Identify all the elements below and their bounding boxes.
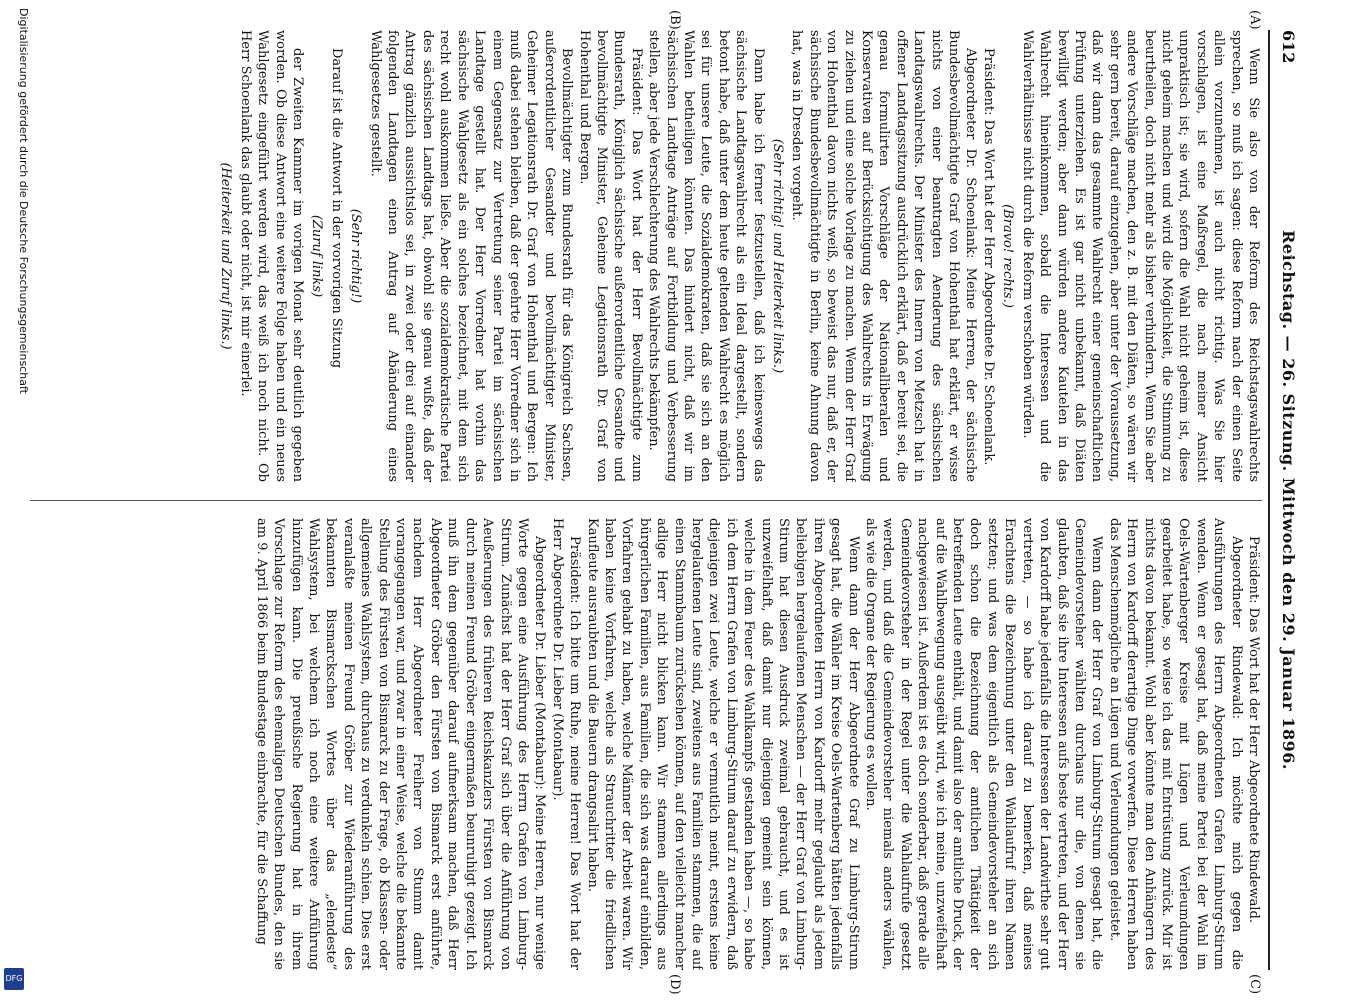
paragraph: Dann habe ich ferner festzustellen, daß ich keineswegs das sächsische Landtagswahlrecht als ein Ideal dargestellt, sondern betont habe, daß unter dem heute geltenden Wahlrecht es möglich sei für unsere Leute, die Sozialdemokraten, daß sie sich an den Wahlen betheiligen könnten. Das hindert nicht, daß wir im sächsischen Landtage Anträge auf Fortbildung und Verbesserung stellen, aber jede Verschlechterung des Wahlrechts bekämpfen.: [646, 30, 766, 482]
paragraph: Abgeordneter Dr. Lieber (Montabaur): Meine Herren, nur wenige Worte gegen eine Ausführung des Herrn Grafen von Limburg-Stirum. Zunächst hat der Herr Graf sich über die Anführung von Aeußerungen des früheren Reichskanzlers Fürsten von Bismarck durch meinen Freund Gröber eingermaßen beunruhigt gezeigt. Ich muß ihn dem gegenüber darauf aufmerksam machen, daß Herr Abgeordneter Gröber den Fürsten von Bismarck erst anführte, nachdem Herr Abgeordneter Freiherr von Stumm damit vorangegangen war, und zwar in einer Weise, welche die bekannte Stellung des Fürsten von Bismarck zu der Frage, ob Klassen- oder allgemeines Wahlsystem, durchaus zu verdunkeln schien. Dies erst veranlaßte meinen Freund Gröber zur Wiederanführung des bekannten Bismarckschen Wortes über das „elendeste“ Wahlsystem, bei welchem ich noch eine weitere Anführung hinzufügen kann. Die preußische Regierung hat in ihrem Vorschlage zur Reform des ehemaligen Deutschen Bundes, den sie am 9. April 1866 beim Bundestage einbrachte, für die Schaffung: [253, 518, 548, 970]
paragraph: Wenn Sie also von der Reform des Reichstagswahlrechts sprechen, so muß ich sagen: diese Reform nach der einen Seite allein vorzunehmen, ist auch nicht richtig. Was Sie hier vorschlagen, ist eine Maßregel, die nach meiner Ansicht unpraktisch ist; sie wird, sofern die Wahl nicht geheim ist, diese nicht geheim machen und wird die Möglichkeit, die Stimmung zu beurtheilen, doch nicht mehr als bisher verhindern. Wenn Sie aber andere Vorschläge machen, den z. B. mit den Diäten, so wären wir sehr gern bereit, darauf einzugehen, aber unter der Voraussetzung, daß wir dann das gesammte Wahlrecht einer gemeinschaftlichen Prüfung unterziehen. Es ist gar nicht unbekannt, daß Diäten bewilligt werden; aber dann würden andere Kautelen in das Wahlrecht hineinkommen, sobald die Interessen und die Wahlverhältnisse nicht durch die Reform verschoben würden.: [1019, 30, 1261, 482]
paragraph: der Zweiten Kammer im vorigen Monat sehr deutlich gegeben worden. Ob diese Antwort eine weitere Folge haben und ein neues Wahlgesetz eingeführt werden wird, das weiß ich noch nicht. Ob Herr Schoenlank das glaubt oder nicht, ist mir einerlei.: [237, 30, 306, 482]
stage-direction: (Sehr richtig! und Heiterkeit links.): [770, 138, 786, 374]
header-rule: [1268, 30, 1270, 970]
page-number: 612: [1279, 30, 1298, 64]
margin-marker-a: (A): [1247, 10, 1262, 30]
footer-credit: Digitalisierung gefördert durch die Deutsche Forschungsgemeinschaft: [17, 8, 30, 394]
stage-direction: (Heiterkeit und Zuruf links.): [218, 162, 234, 350]
paragraph: Darauf ist die Antwort in der vorvorigen Sitzung: [328, 48, 344, 369]
paragraph: Bevollmächtigter zum Bundesrath für das Königreich Sachsen, außerordentlicher Gesandter und bevollmächtigter Minister, Geheimer Legationsrath Dr. Graf von Hohenthal und Bergen: Ich muß dabei stehen bleiben, daß der geehrte Herr Vorredner sich in einem Gegensatz zur Vertretung seiner Partei im sächsischen Landtage gestellt hat. Der Herr Vorredner hat vorhin das sächsische Wahlgesetz als ein solches bezeichnet, mit dem sich recht wohl auskommen ließe. Aber die sozialdemokratische Partei des sächsischen Landtags hat, obwohl sie genau wußte, daß der Antrag gänzlich aussichtslos sei, in zwei oder drei auf einander folgenden Landtagen einen Antrag auf Abänderung eines Wahlgesetzes gestellt.: [367, 30, 575, 482]
paragraph: Abgeordneter Rindewald: Ich möchte mich gegen die Ausführungen des Herrn Abgeordneten Grafen Limburg-Stirum wenden. Wenn er gesagt hat, daß meine Partei bei der Wahl im Oels-Wartenberger Kreise mit Lügen und Verleumdungen gearbeitet habe, so weise ich das mit Entrüstung zurück. Mir ist nichts davon bekannt. Wohl aber könnte man den Anhängern des Herrn von Kardorff derartige Dinge vorwerfen. Diese Herren haben das Menschenmögliche an Lügen und Verleumdungen geleistet.: [1106, 518, 1244, 970]
stage-direction: (Zuruf links): [309, 214, 325, 298]
stage-direction: (Sehr richtig!): [348, 208, 364, 304]
margin-marker-c: (C): [1247, 974, 1262, 995]
page-header: [1272, 30, 1302, 970]
paragraph: Wenn dann der Herr Graf von Limburg-Stirum gesagt hat, die Gemeindevorsteher wählten durchaus nur die, von denen sie glaubten, daß sie ihre Interessen aufs beste vertreten, und der Herr von Kardorff habe jedenfalls die Interessen der Landwirthe sehr gut vertreten, — so habe ich darauf zu bemerken, daß meines Erachtens die Bezeichnung unter den Wahlaufruf ihren Namen setzten; und was dem eigentlich als Gemeindevorsteher an sich doch schon die Bezeichnung der amtlichen Thätigkeit der betreffenden Leute enthält, und damit also der amtliche Druck, der auf die Wahlbewegung ausgeübt wird, wie ich meine, unzweifelhaft nachgewiesen ist. Außerdem ist es doch sonderbar, daß gerade alle Gemeindevorsteher in der Regel unter die Wahlaufrufe gesetzt werden, und daß die Gemeindevorsteher niemals anders wählen, als wie die Organe der Regierung es wollen.: [863, 518, 1105, 970]
paragraph: Abgeordneter Dr. Schoenlank: Meine Herren, der sächsische Bundesbevollmächtigte Graf von Hohenthal hat erklärt, er wisse nichts von einer beantragten Aenderung des sächsischen Landtagswahlrechts. Der Minister des Innern von Metzsch hat in offener Landtagssitzung ausdrücklich erklärt, daß er bereit sei, die genau formulirten Vorschläge der Nationalliberalen und Konservativen auf Berücksichtigung des Wahlrechts in Erwägung zu ziehen und eine solche Vorlage zu machen. Wenn der Herr Graf von Hohenthal davon nichts weiß, so beweist das nur, daß er, der sächsische Bundesbevollmächtigte in Berlin, keine Ahnung davon hat, was in Dresden vorgeht.: [789, 30, 979, 482]
running-title: Reichstag. — 26. Sitzung. Mittwoch den 29. Januar 1896.: [1279, 230, 1298, 770]
footer-strip: [0, 0, 30, 1000]
margin-marker-b: (B): [667, 10, 682, 30]
paragraph: Präsident: Das Wort hat der Herr Abgeordnete Rindewald.: [1246, 536, 1261, 923]
stage-direction: (Bravo! rechts.): [1000, 204, 1016, 308]
column-divider: [7, 500, 1262, 501]
paragraph: Präsident: Ich bitte um Ruhe, meine Herren! Das Wort hat der Herr Abgeordnete Dr. Lieber (Montabaur).: [549, 518, 583, 970]
paragraph: Präsident: Das Wort hat der Herr Bevollmächtigte zum Bundesrath, Königlich sächsische außerordentliche Gesandte und bevollmächtigte Minister, Geheime Legationsrath Dr. Graf von Hohenthal und Bergen.: [576, 30, 644, 482]
left-column: [7, 30, 1262, 482]
right-column: [7, 518, 1262, 970]
paragraph: Wenn dann der Herr Abgeordnete Graf zu Limburg-Stirum gesagt hat, die Wähler im Kreise Oels-Wartenberg hätten jedenfalls ihren Abgeordneten Herrn von Kardorff mehr geglaubt als jedem beliebigen hergelaufenen Menschen — der Herr Graf von Limburg-Stirum hat diesen Ausdruck zweimal gebraucht, und es ist unzweifelhaft, daß damit nur diejenigen gemeint sein können, welche in dem Feuer des Wahlkampfs gestanden haben —, so habe ich dem Herrn Grafen von Limburg-Stirum darauf zu erwidern, daß diejenigen zwei Leute, welche er vermutlich meint, erstens keine hergelaufenen Leute sind, zweitens aus Familien stammen, die auf einen Stammbaum zurücksehen können, auf den vielleicht mancher adlige Herr nicht blicken kann. Wir stammen allerdings aus bürgerlichen Familien, aus Familien, die sich was darauf einbilden, Vorfahren gehabt zu haben, welche Männer der Arbeit waren. Wir haben keine Vorfahren, welche als Strauchritter die friedlichen Kaufleute ausraubten und die Bauern drangsalirt haben.: [584, 518, 861, 970]
margin-marker-d: (D): [667, 974, 682, 995]
dfg-logo: DFG: [4, 968, 24, 990]
paragraph: Präsident: Das Wort hat der Herr Abgeordnete Dr. Schoenlank.: [980, 48, 996, 466]
